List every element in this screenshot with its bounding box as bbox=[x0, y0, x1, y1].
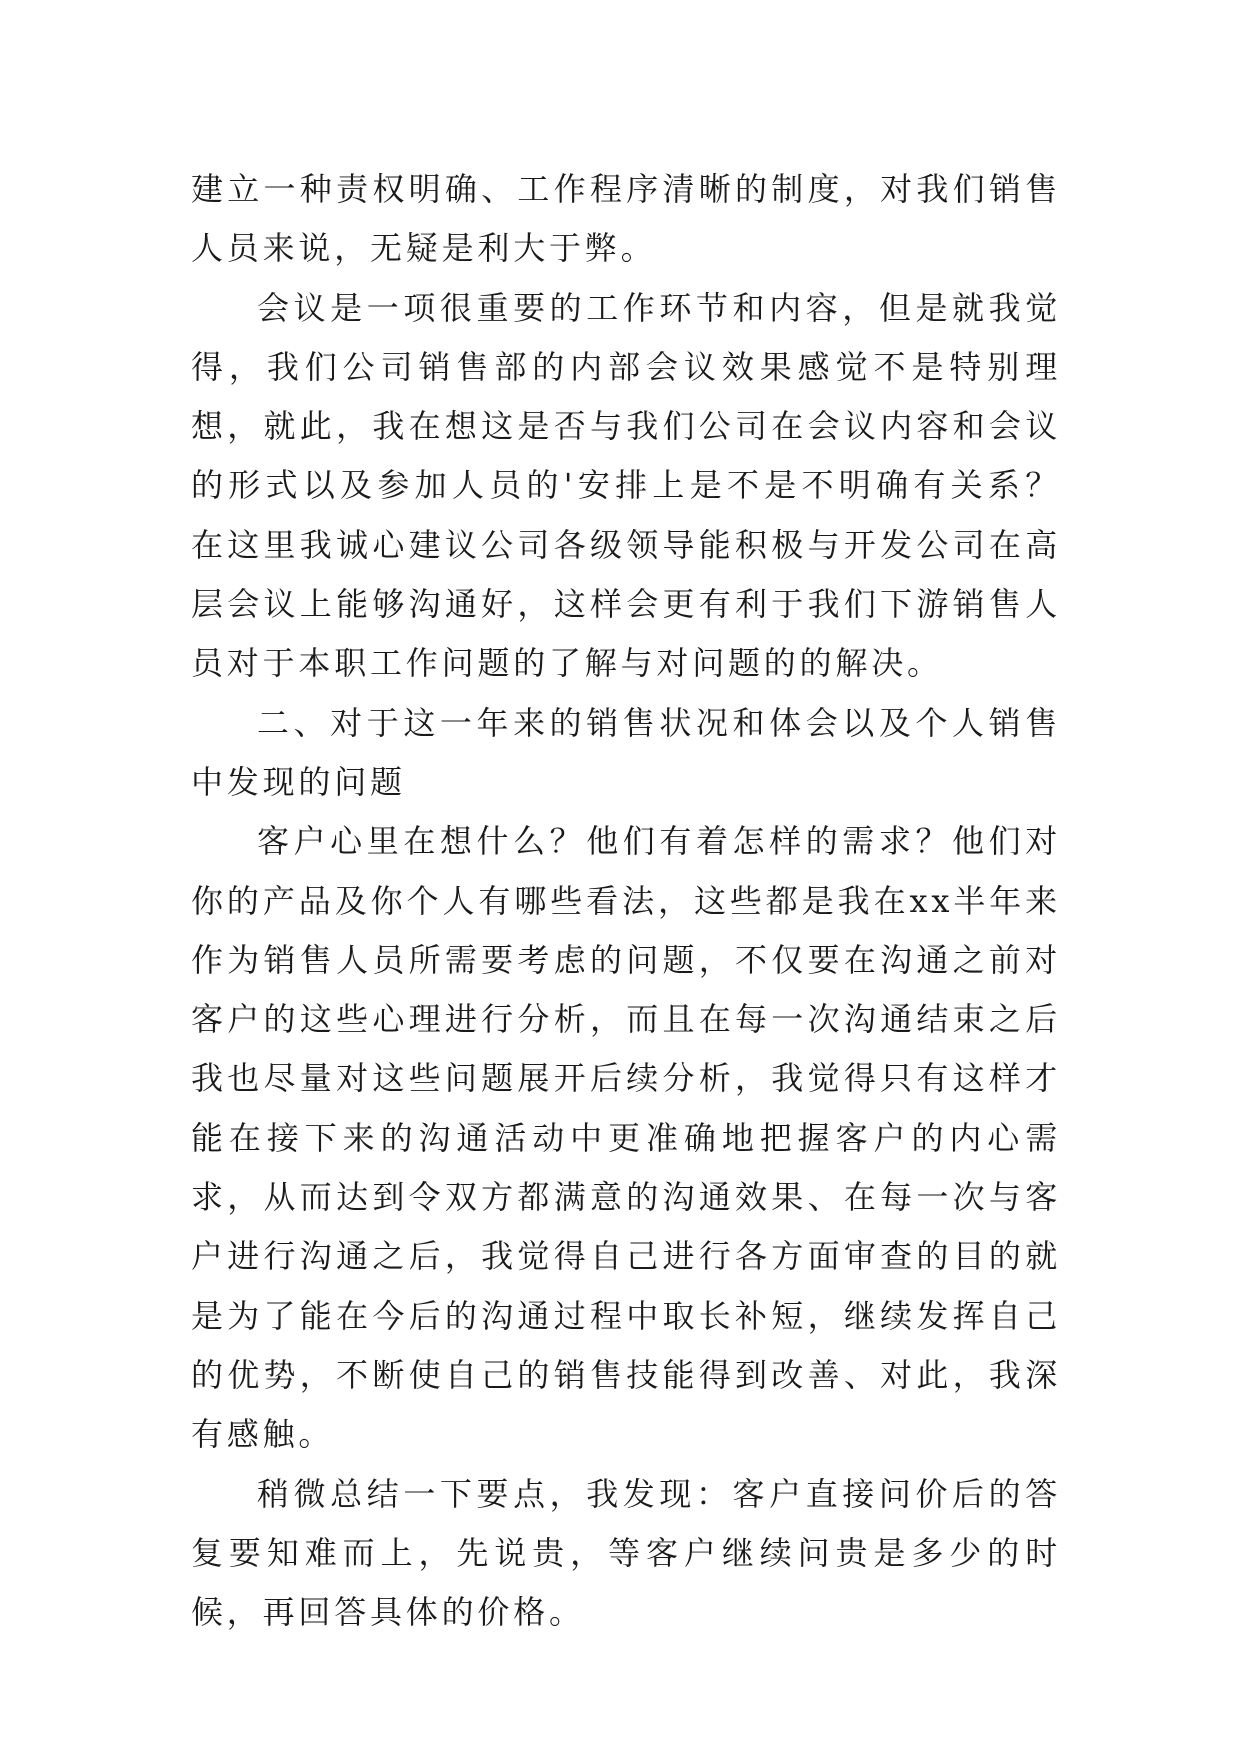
paragraph-customer-needs: 客户心里在想什么？他们有着怎样的需求？他们对你的产品及你个人有哪些看法，这些都是我在xx半年来作为销售人员所需要考虑的问题，不仅要在沟通之前对客户的这些心理进行分析，而且在每一次沟通结束之后我也尽量对这些问题展开后续分析，我觉得只有这样才能在接下来的沟通活动中更准确地把握客户的内心需求，从而达到令双方都满意的沟通效果、在每一次与客户进行沟通之后，我觉得自己进行各方面审查的目的就是为了能在今后的沟通过程中取长补短，继续发挥自己的优势，不断使自己的销售技能得到改善、对此，我深有感触。 bbox=[191, 822, 1061, 1454]
document-body bbox=[191, 160, 1061, 1642]
paragraph-responsibility-system: 建立一种责权明确、工作程序清晰的制度，对我们销售人员来说，无疑是利大于弊。 bbox=[191, 170, 1061, 268]
paragraph-meetings: 会议是一项很重要的工作环节和内容，但是就我觉得，我们公司销售部的内部会议效果感觉不是特别理想，就此，我在想这是否与我们公司在会议内容和会议的形式以及参加人员的'安排上是不是不明确有关系？在这里我诚心建议公司各级领导能积极与开发公司在高层会议上能够沟通好，这样会更有利于我们下游销售人员对于本职工作问题的了解与对问题的的解决。 bbox=[191, 288, 1061, 683]
paragraph-pricing-summary: 稍微总结一下要点，我发现：客户直接问价后的答复要知难而上，先说贵，等客户继续问贵是多少的时候，再回答具体的价格。 bbox=[191, 1474, 1061, 1632]
section-heading-sales-review: 二、对于这一年来的销售状况和体会以及个人销售中发现的问题 bbox=[191, 703, 1061, 801]
